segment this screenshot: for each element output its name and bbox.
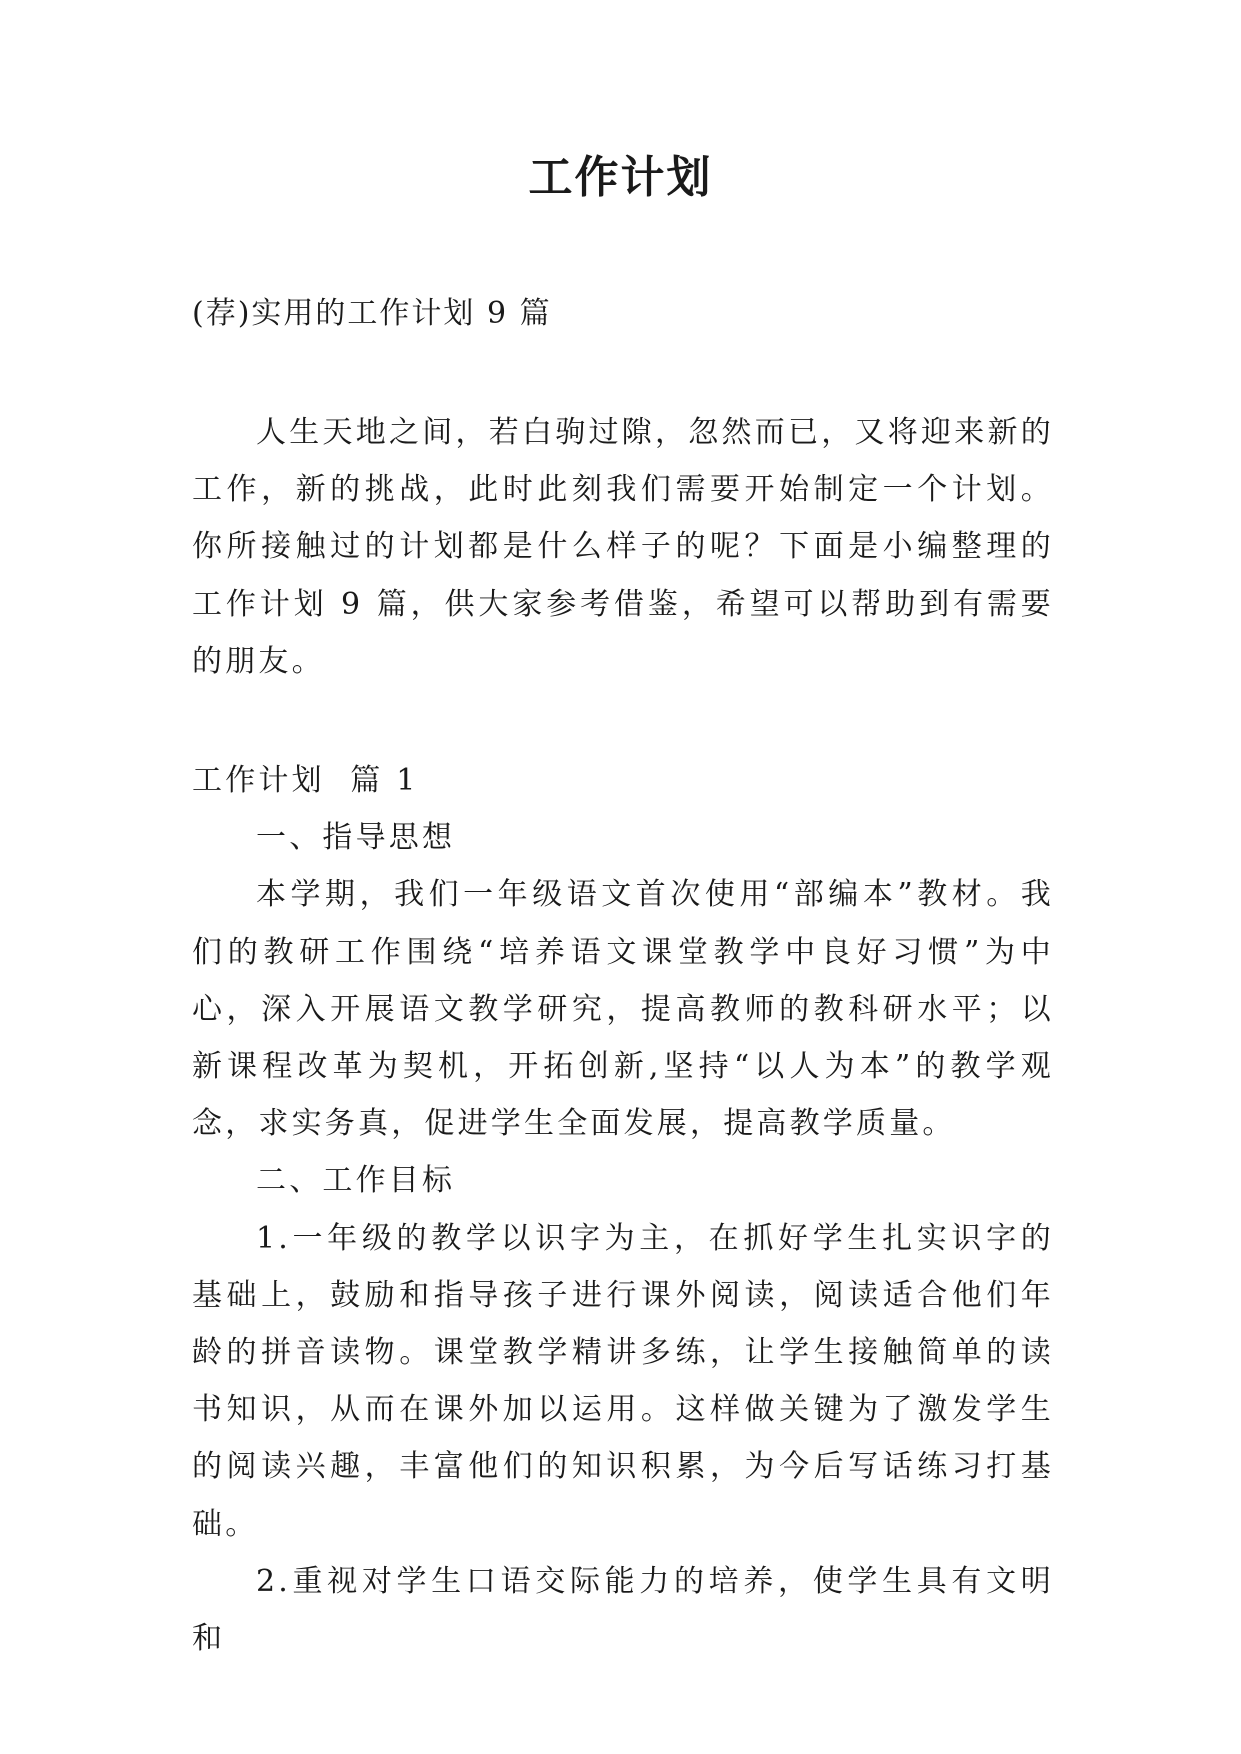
point-1-heading: 一、指导思想 <box>256 820 456 856</box>
point-1-paragraph: 本学期，我们一年级语文首次使用“部编本”教材。我们的教研工作围绕“培养语文课堂教学中良好习惯”为中心，深入开展语文教学研究，提高教师的教科研水平；以新课程改革为契机，开拓创新,坚持“以人为本”的教学观念，求实务真，促进学生全面发展，提高教学质量。 <box>192 877 1054 1142</box>
document-subtitle: (荐)实用的工作计划 9 篇 <box>192 296 552 331</box>
intro-paragraph: 人生天地之间，若白驹过隙，忽然而已，又将迎来新的工作，新的挑战，此时此刻我们需要开始制定一个计划。你所接触过的计划都是什么样子的呢？下面是小编整理的工作计划 9 篇，供大家参考借鉴，希望可以帮助到有需要的朋友。 <box>192 415 1054 679</box>
document-title: 工作计划 <box>528 152 713 203</box>
point-2-heading: 二、工作目标 <box>256 1163 456 1199</box>
point-2-item-1: 1.一年级的教学以识字为主，在抓好学生扎实识字的基础上，鼓励和指导孩子进行课外阅读，阅读适合他们年龄的拼音读物。课堂教学精讲多练，让学生接触简单的读书知识，从而在课外加以运用。这样做关键为了激发学生的阅读兴趣，丰富他们的知识积累，为今后写话练习打基础。 <box>192 1220 1054 1542</box>
section-heading: 工作计划 篇 1 <box>192 763 419 798</box>
section-1 <box>192 752 1054 1667</box>
point-2-item-2: 2.重视对学生口语交际能力的培养，使学生具有文明和 <box>192 1563 1054 1657</box>
